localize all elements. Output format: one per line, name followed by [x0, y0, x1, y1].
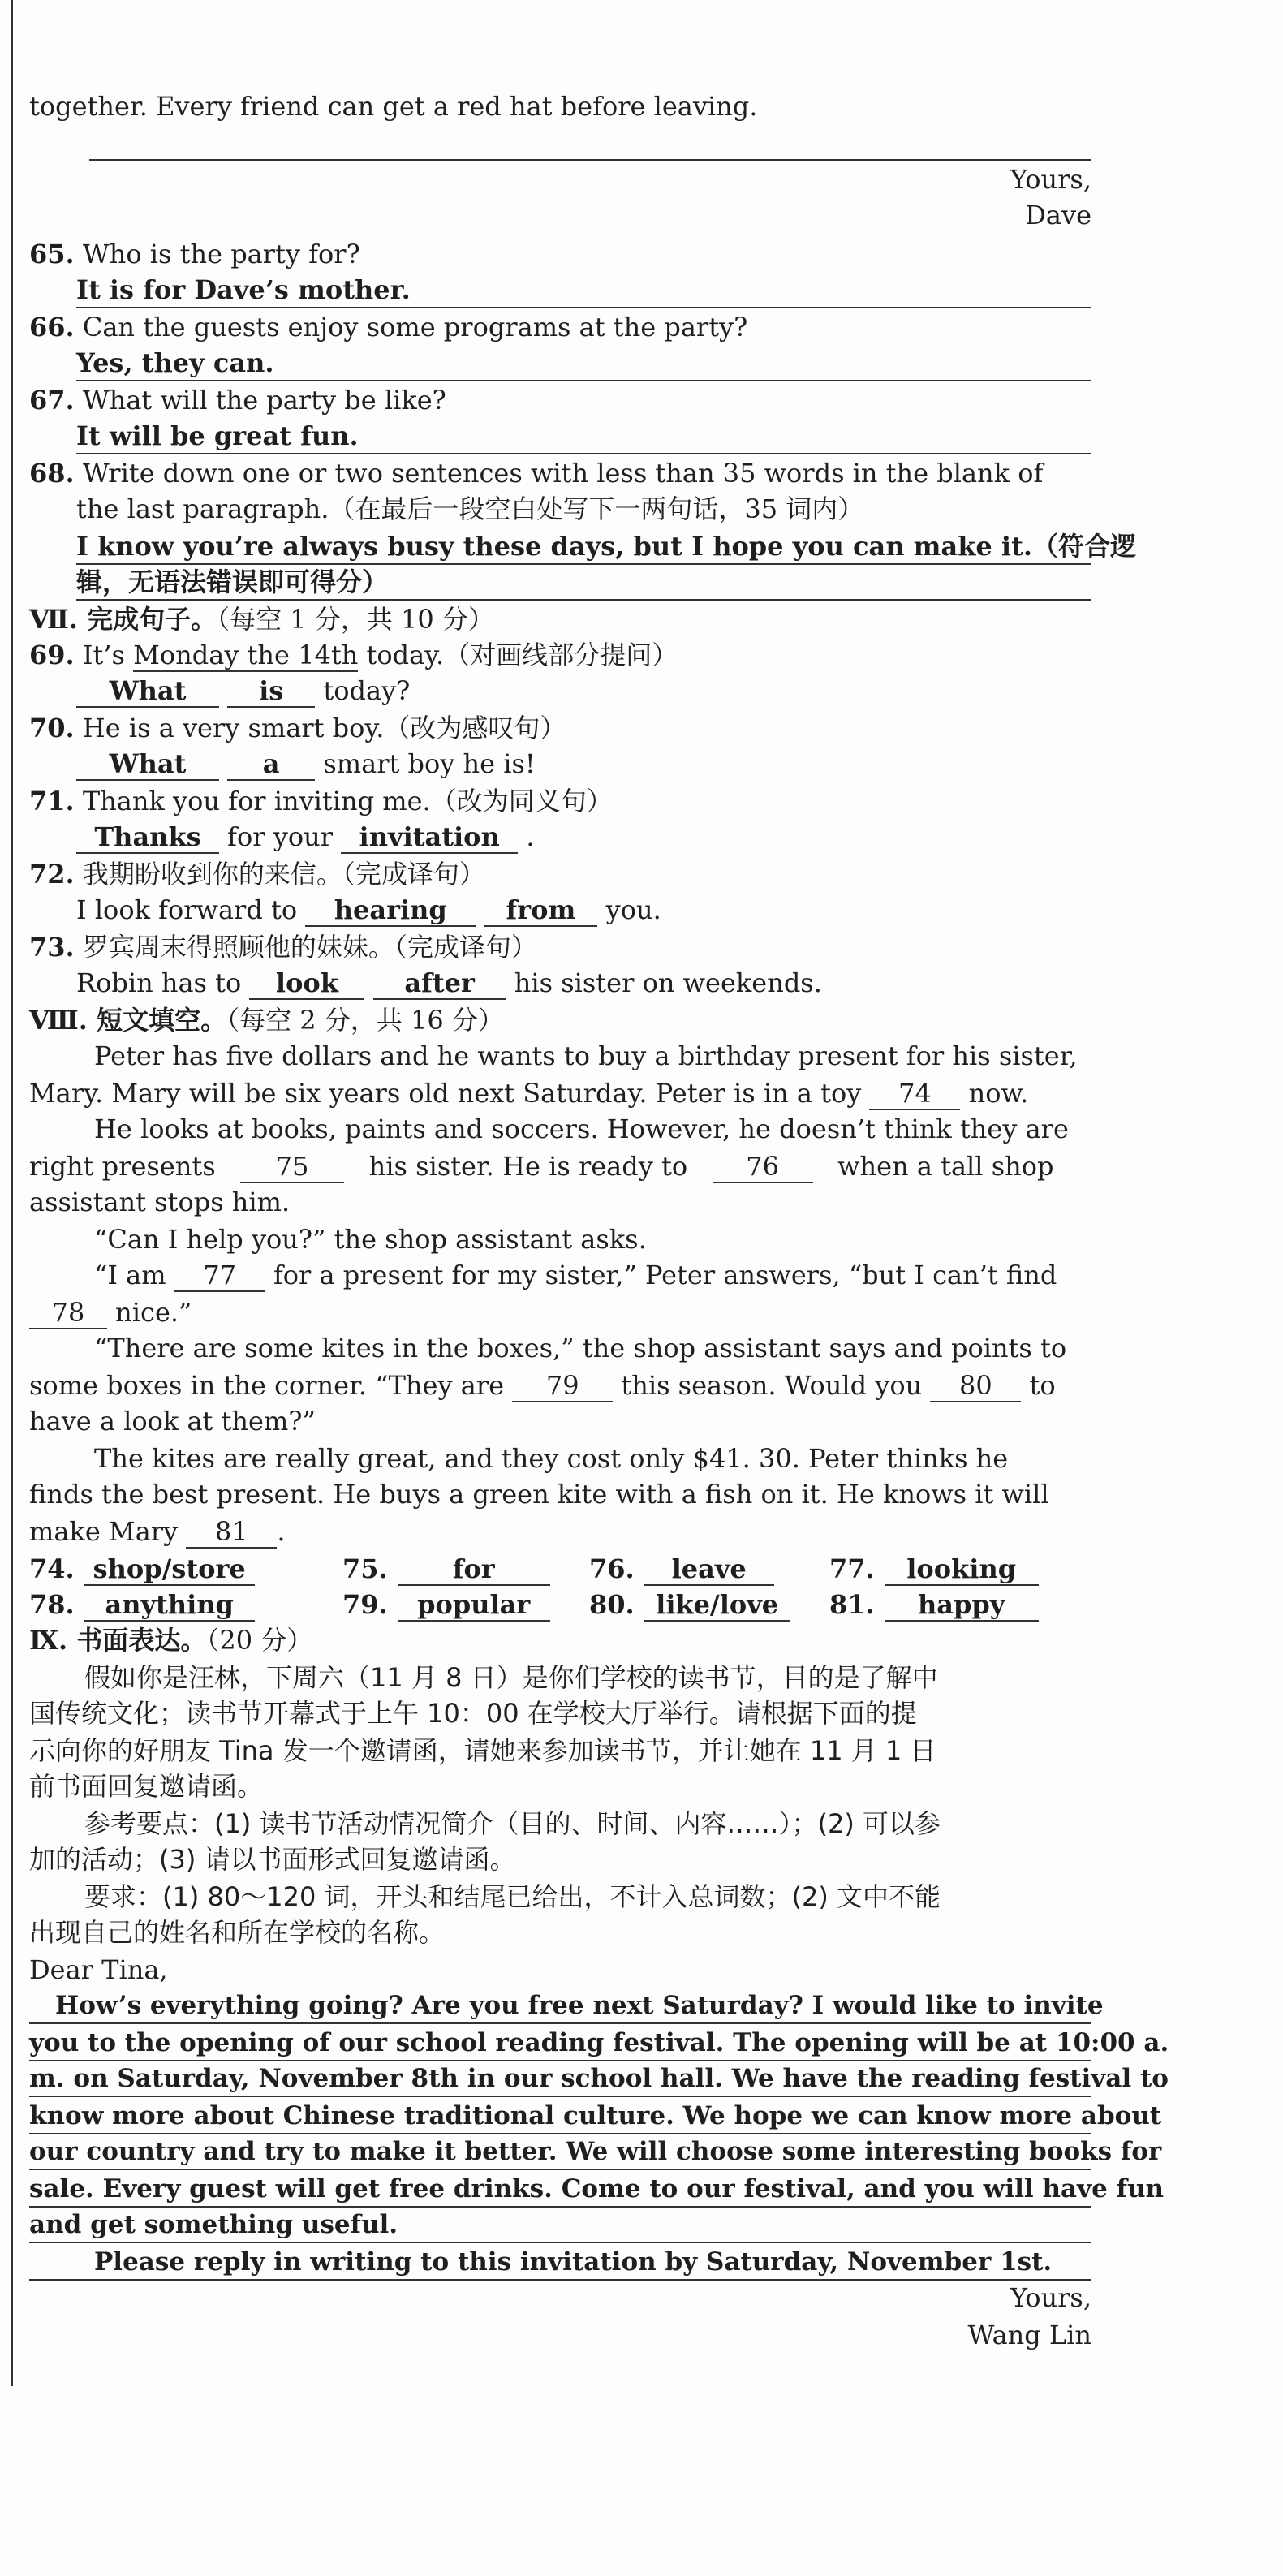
essay-line: our country and try to make it better. We will choose some interesting books for — [29, 2137, 1162, 2166]
answer-81: 81. happy — [829, 1587, 1039, 1622]
question-68: 68. Write down one or two sentences with less than 35 words in the blank of — [29, 458, 1044, 489]
essay-line: and get something useful. — [29, 2210, 398, 2239]
passage-line: finds the best present. He buys a green kite with a fish on it. He knows it will — [29, 1479, 1049, 1510]
answer-69: What is today? — [76, 674, 410, 708]
answer-line — [29, 2096, 1091, 2097]
passage-line: Mary. Mary will be six years old next Saturday. Peter is in a toy 74 now. — [29, 1078, 1029, 1109]
answer-79: 79. popular — [342, 1587, 550, 1622]
answer-70: What a smart boy he is! — [76, 747, 536, 781]
prompt-line: 加的活动；(3) 请以书面形式回复邀请函。 — [29, 1844, 516, 1875]
answer-66: Yes, they can. — [76, 347, 274, 378]
answer-line — [76, 453, 1091, 454]
passage-line: some boxes in the corner. “They are 79 this season. Would you 80 to — [29, 1370, 1056, 1401]
prompt-line: 示向你的好朋友 Tina 发一个邀请函，请她来参加读书节，并让她在 11 月 1 日 — [29, 1735, 936, 1766]
essay-final-line: Please reply in writing to this invitation by Saturday, November 1st. — [94, 2247, 1053, 2277]
passage-line: “I am 77 for a present for my sister,” Peter answers, “but I can’t find — [94, 1260, 1057, 1290]
answer-74: 74. shop/store — [29, 1552, 255, 1586]
blank-77: 77 — [174, 1260, 265, 1292]
prompt-line: 假如你是汪林，下周六（11 月 8 日）是你们学校的读书节，目的是了解中 — [84, 1662, 938, 1693]
answer-75: 75. for — [342, 1552, 550, 1586]
blank-74: 74 — [869, 1078, 960, 1110]
letter-closing: Yours, — [1010, 2282, 1091, 2313]
answer-71: Thanks for your invitation . — [76, 820, 535, 854]
blank-80: 80 — [930, 1370, 1021, 1402]
question-71: 71. Thank you for inviting me.（改为同义句） — [29, 786, 613, 816]
answer-78: 78. anything — [29, 1587, 255, 1622]
question-70: 70. He is a very smart boy.（改为感叹句） — [29, 713, 566, 743]
answer-line — [29, 2169, 1091, 2170]
answer-line — [76, 599, 1091, 601]
passage-line: “There are some kites in the boxes,” the shop assistant says and points to — [94, 1333, 1067, 1363]
essay-line: you to the opening of our school reading festival. The opening will be at 10:00 a. — [29, 2028, 1169, 2057]
answer-line — [29, 2279, 1091, 2281]
question-68-line2: the last paragraph.（在最后一段空白处写下一两句话，35 词内） — [76, 493, 864, 524]
prompt-line: 国传统文化；读书节开幕式于上午 10：00 在学校大厅举行。请根据下面的提 — [29, 1698, 917, 1729]
question-67: 67. What will the party be like? — [29, 385, 446, 416]
letter-last-line: together. Every friend can get a red hat before leaving. — [29, 91, 758, 122]
essay-line: How’s everything going? Are you free next Saturday? I would like to invite — [55, 1991, 1104, 2020]
letter-signature: Wang Lin — [967, 2320, 1091, 2350]
blank-79: 79 — [512, 1370, 613, 1402]
section-9-heading: Ⅸ. 书面表达。（20 分） — [29, 1625, 313, 1656]
passage-line: He looks at books, paints and soccers. However, he doesn’t think they are — [94, 1114, 1069, 1144]
answer-68-line2: 辑，无语法错误即可得分） — [76, 566, 389, 597]
prompt-line: 前书面回复邀请函。 — [29, 1771, 264, 1802]
blank-75: 75 — [240, 1151, 344, 1183]
prompt-line: 要求：(1) 80～120 词，开头和结尾已给出，不计入总词数；(2) 文中不能 — [84, 1881, 941, 1912]
answer-73: Robin has to look after his sister on weekends. — [76, 967, 822, 998]
passage-line: The kites are really great, and they cost only $41. 30. Peter thinks he — [94, 1443, 1009, 1474]
prompt-line: 参考要点：(1) 读书节活动情况简介（目的、时间、内容……）；(2) 可以参 — [84, 1808, 941, 1839]
section-7-heading: Ⅶ. 完成句子。（每空 1 分，共 10 分） — [29, 604, 494, 635]
answer-68: I know you’re always busy these days, but I hope you can make it.（符合逻 — [76, 531, 1136, 562]
answer-67: It will be great fun. — [76, 420, 359, 451]
answer-72: I look forward to hearing from you. — [76, 894, 661, 925]
answer-line — [29, 2022, 1091, 2024]
answer-77: 77. looking — [829, 1552, 1039, 1586]
passage-line: have a look at them?” — [29, 1406, 316, 1437]
letter-closing: Yours, — [1010, 164, 1091, 195]
letter-signature: Dave — [1025, 200, 1091, 230]
answer-line — [76, 380, 1091, 381]
essay-line: sale. Every guest will get free drinks. Come to our festival, and you will have fun — [29, 2174, 1165, 2203]
blank-78: 78 — [29, 1297, 107, 1329]
passage-line: “Can I help you?” the shop assistant asks. — [94, 1224, 647, 1255]
blank-76: 76 — [713, 1151, 813, 1183]
passage-line: Peter has five dollars and he wants to buy a birthday present for his sister, — [94, 1040, 1078, 1071]
letter-greeting: Dear Tina, — [29, 1954, 168, 1985]
question-73: 73. 罗宾周末得照顾他的妹妹。（完成译句） — [29, 932, 537, 963]
passage-line: right presents 75 his sister. He is ready to 76 when a tall shop — [29, 1151, 1054, 1182]
left-margin-line — [11, 0, 13, 2386]
question-69: 69. It’s Monday the 14th today.（对画线部分提问） — [29, 640, 678, 670]
answer-line — [76, 307, 1091, 308]
blank-81: 81 — [186, 1516, 277, 1549]
passage-line: assistant stops him. — [29, 1187, 291, 1217]
passage-line: make Mary 81 . — [29, 1516, 286, 1547]
prompt-line: 出现自己的姓名和所在学校的名称。 — [29, 1917, 446, 1948]
question-65: 65. Who is the party for? — [29, 239, 360, 269]
answer-line — [89, 159, 1091, 161]
answer-65: It is for Dave’s mother. — [76, 274, 411, 305]
section-8-heading: Ⅷ. 短文填空。（每空 2 分，共 16 分） — [29, 1005, 504, 1036]
question-66: 66. Can the guests enjoy some programs at the party? — [29, 312, 748, 342]
answer-76: 76. leave — [589, 1552, 774, 1586]
answer-80: 80. like/love — [589, 1587, 790, 1622]
essay-line: m. on Saturday, November 8th in our school hall. We have the reading festival to — [29, 2064, 1169, 2093]
passage-line: 78 nice.” — [29, 1295, 192, 1329]
answer-line — [29, 2242, 1091, 2243]
essay-line: know more about Chinese traditional culture. We hope we can know more about — [29, 2101, 1162, 2130]
question-72: 72. 我期盼收到你的来信。（完成译句） — [29, 859, 485, 890]
